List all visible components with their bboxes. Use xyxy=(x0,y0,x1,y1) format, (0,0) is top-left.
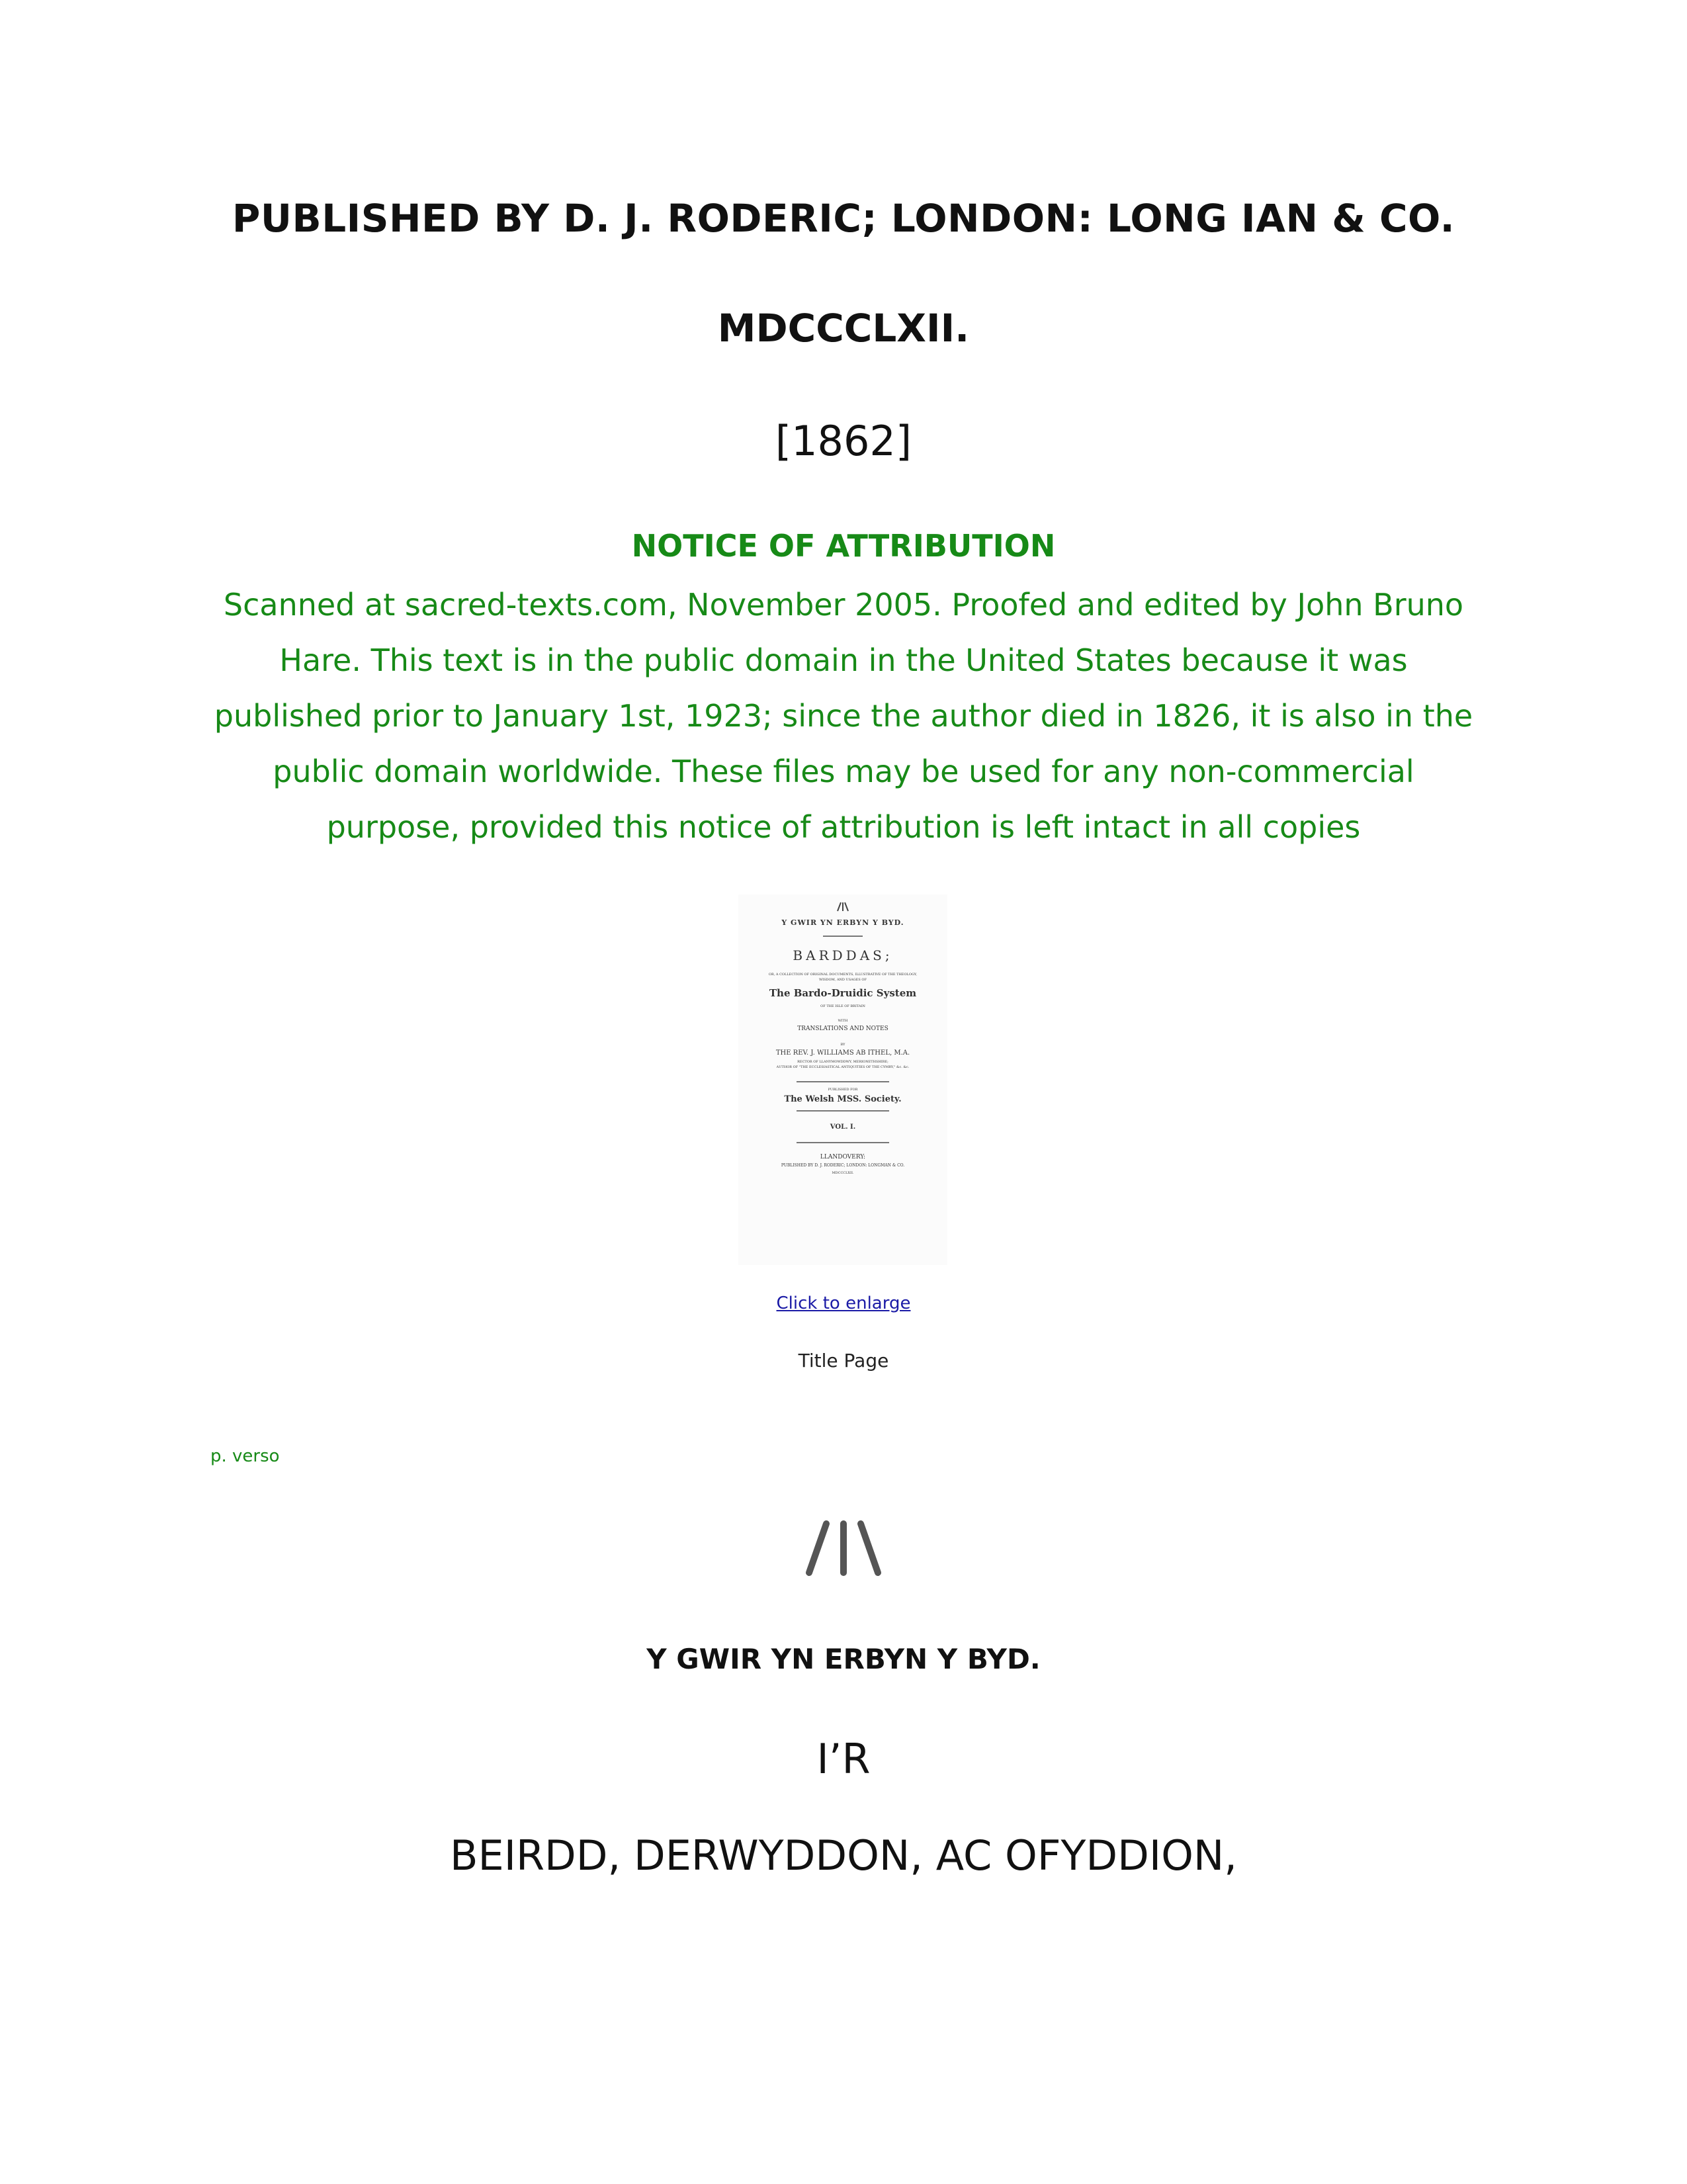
notice-body: Scanned at sacred-texts.com, November 2005. Proofed and edited by John Bruno Hare. This text is in the public domain in the United States because it was published prior to January 1st, 1923; since the author died in 1826, it is also in the public domain worldwide. These files may be used for any non-commercial purpose, provided this notice of attribution is left intact in all copies xyxy=(214,587,1473,845)
scan-rule xyxy=(797,1142,889,1143)
scan-published-for: PUBLISHED FOR xyxy=(828,1088,858,1092)
dedication-line: BEIRDD, DERWYDDON, AC OFYDDION, xyxy=(449,1831,1238,1880)
page-reference: p. verso xyxy=(210,1446,280,1466)
scan-place: LLANDOVERY: xyxy=(820,1154,866,1160)
scan-rule xyxy=(797,1110,889,1112)
scan-system: The Bardo-Druidic System xyxy=(769,987,917,999)
roman-year: MDCCCLXII. xyxy=(717,306,970,351)
scan-rule xyxy=(823,936,863,937)
scan-sub1: OR, A COLLECTION OF ORIGINAL DOCUMENTS, ILLUSTRATIVE OF THE THEOLOGY, xyxy=(768,973,918,977)
scan-author-sub2: AUTHOR OF "THE ECCLESIASTICAL ANTIQUITIES OF THE CYMRY," &c. &c. xyxy=(776,1065,910,1069)
scan-by: BY xyxy=(840,1043,845,1047)
dedication-ir: I’R xyxy=(816,1735,871,1783)
scan-year: MDCCCLXII. xyxy=(832,1171,854,1175)
awen-mini-icon xyxy=(835,901,851,912)
title-page-thumbnail[interactable] xyxy=(738,895,947,1265)
title-page-scan[interactable] xyxy=(738,895,947,1265)
scan-author-sub1: RECTOR OF LLANYMOWDDWY, MERIONETHSHIRE; xyxy=(797,1060,888,1064)
scan-isle: OF THE ISLE OF BRITAIN xyxy=(820,1004,865,1008)
scan-sub2: WISDOM, AND USAGES OF xyxy=(818,978,867,982)
scan-vol: VOL. I. xyxy=(830,1123,856,1131)
scan-society: The Welsh MSS. Society. xyxy=(784,1094,902,1104)
notice-heading: NOTICE OF ATTRIBUTION xyxy=(631,528,1056,564)
scan-translations: TRANSLATIONS AND NOTES xyxy=(797,1026,888,1032)
scan-rule xyxy=(797,1081,889,1082)
scan-title: BARDDAS; xyxy=(793,947,893,963)
scan-motto: Y GWIR YN ERBYN Y BYD. xyxy=(781,918,904,927)
scan-with: WITH xyxy=(838,1019,848,1023)
image-caption: Title Page xyxy=(798,1350,889,1372)
publisher-line: PUBLISHED BY D. J. RODERIC; LONDON: LONG IAN & CO. xyxy=(232,196,1455,241)
three-rays-awen-icon xyxy=(799,1518,888,1578)
scan-author: THE REV. J. WILLIAMS AB ITHEL, M.A. xyxy=(775,1049,910,1057)
scan-publisher: PUBLISHED BY D. J. RODERIC; LONDON: LONGMAN & CO. xyxy=(781,1163,905,1168)
motto: Y GWIR YN ERBYN Y BYD. xyxy=(646,1643,1041,1675)
click-to-enlarge-link[interactable]: Click to enlarge xyxy=(776,1293,911,1313)
year: [1862] xyxy=(775,417,912,465)
